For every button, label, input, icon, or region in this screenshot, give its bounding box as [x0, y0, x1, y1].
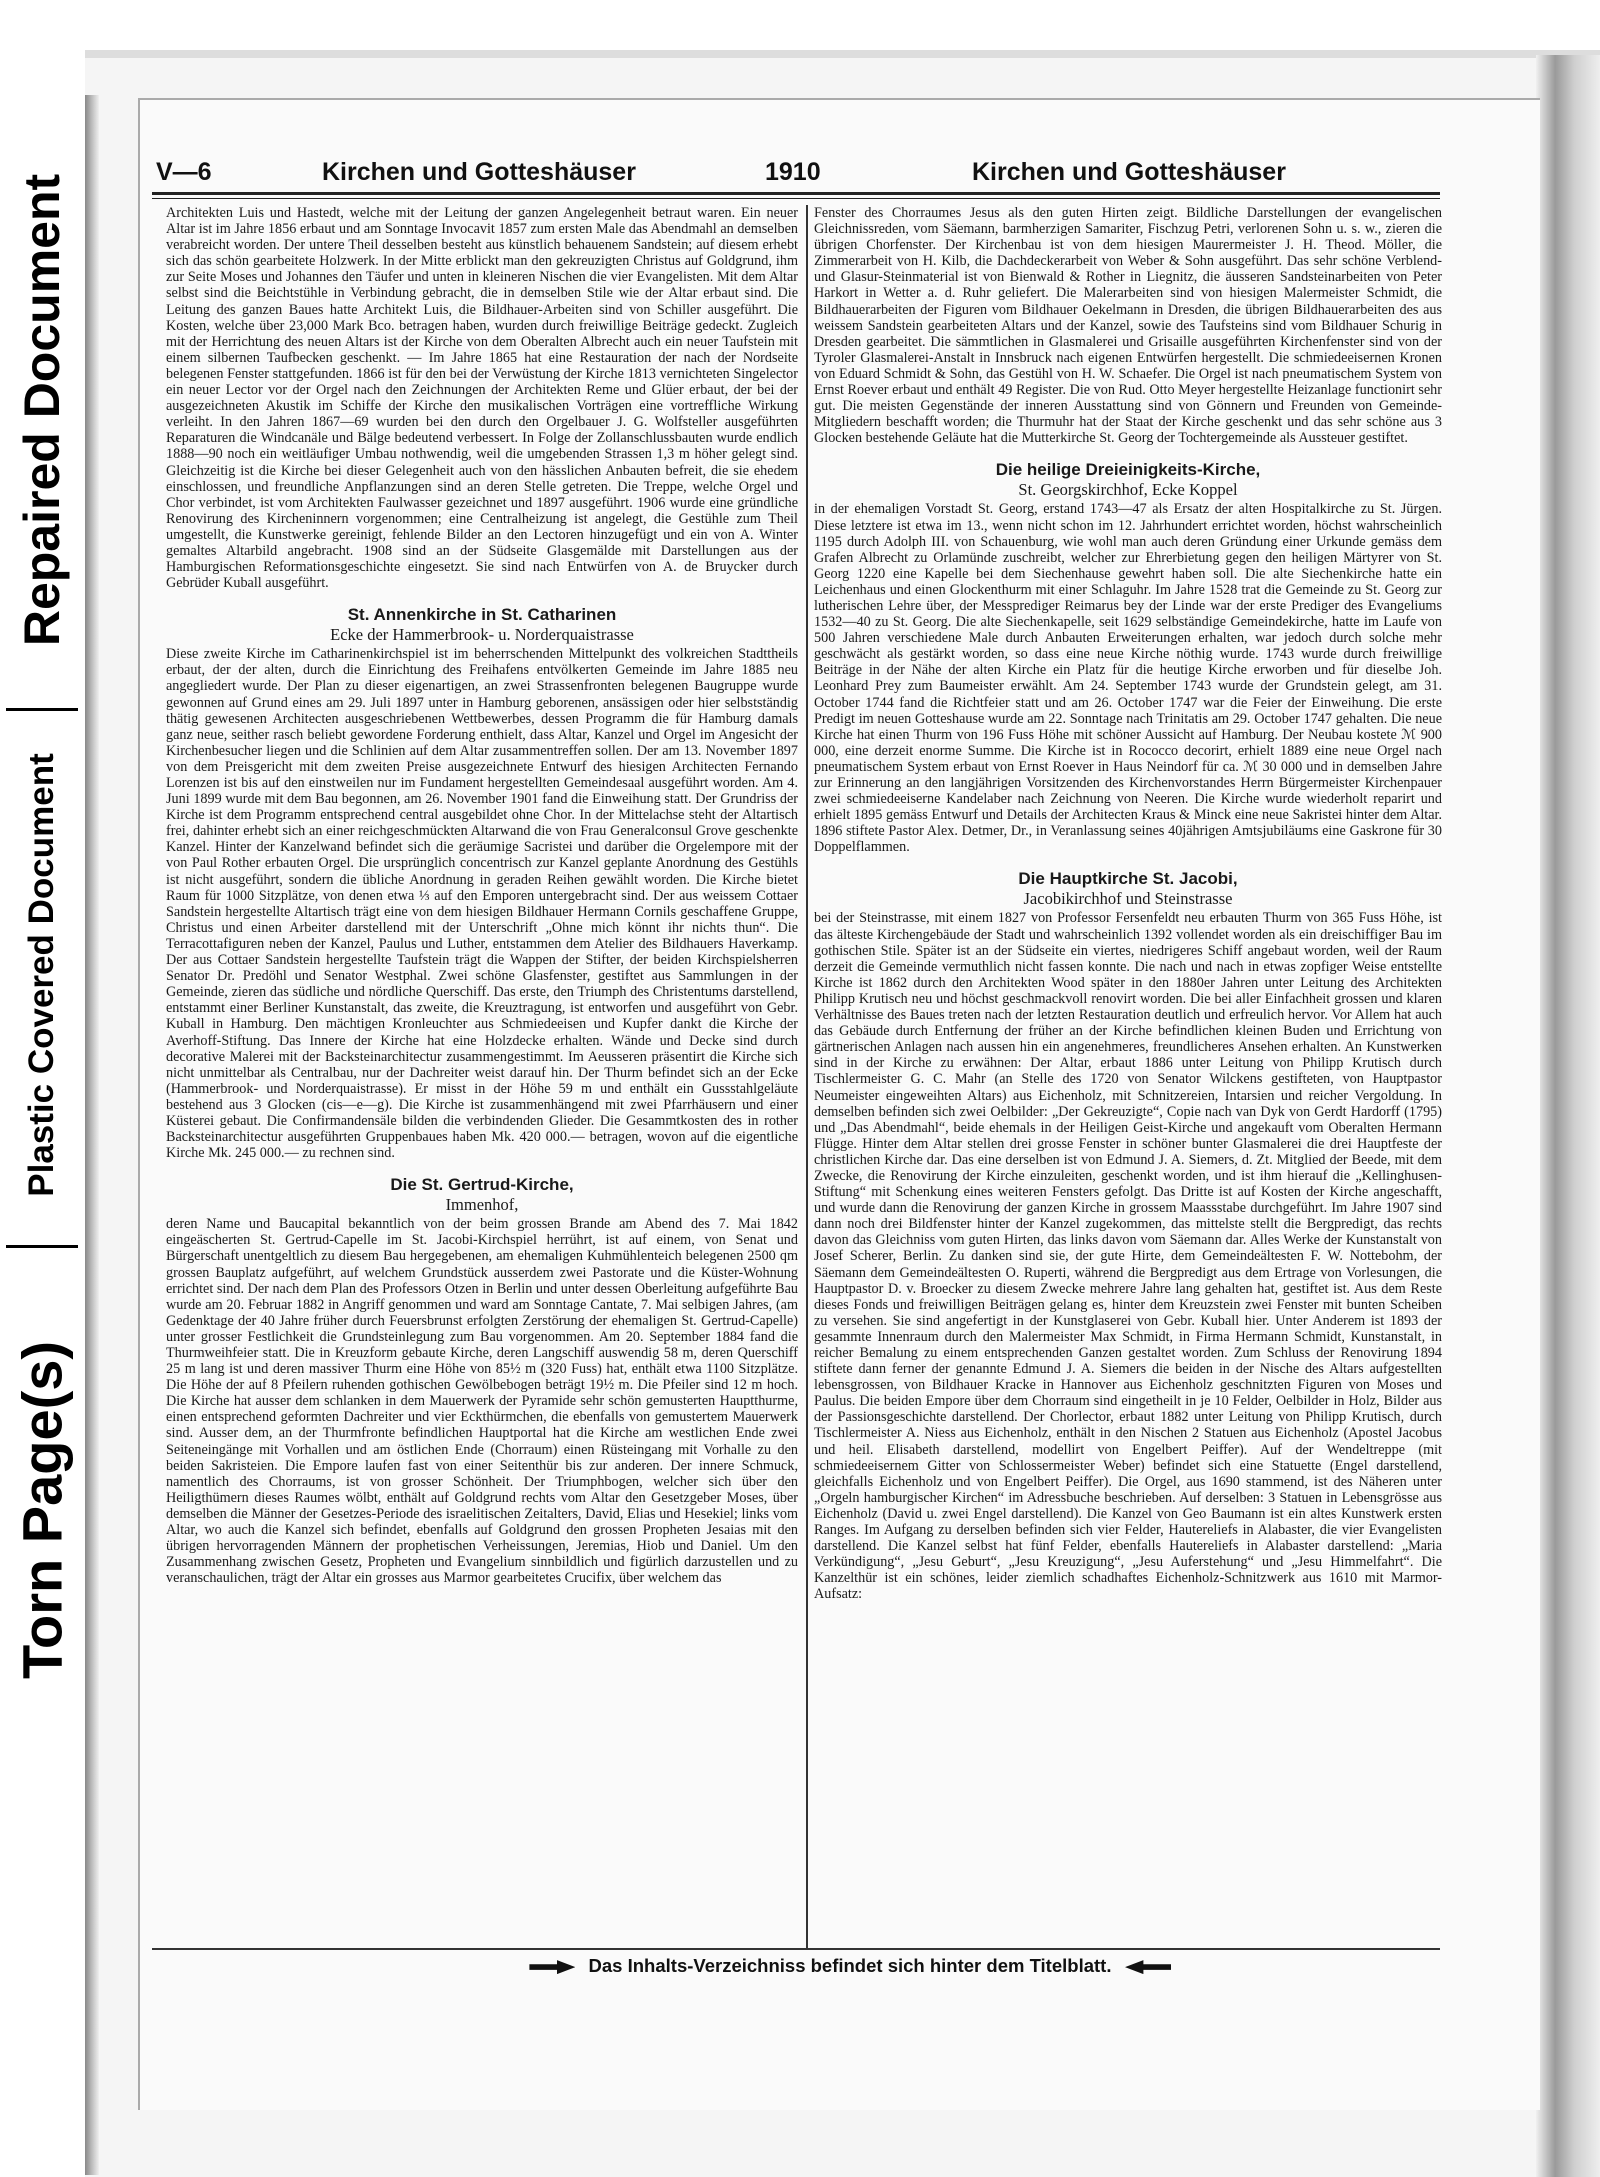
paragraph: Fenster des Chorraumes Jesus als den guten Hirten zeigt. Bildliche Darstellungen der evangelischen Gleichnissreden, vom Säemann, barmherzigen Samariter, Fischzug Petri, verlorenen Sohn u. s. w., zieren die übrigen Chorfenster. Der Kirchenbau ist von dem hiesigen Maurermeister J. H. Theod. Möller, die Zimmerarbeit von H. Kilb, die Dachdeckerarbeit von Weber & Sohn ausgeführt. Das sehr schöne Verblend- und Glasur-Steinmaterial ist von Bienwald & Rother in Liegnitz, die äusseren Sandsteinarbeiten von Peter Harkort in Wetter a. d. Ruhr geliefert. Die Malerarbeiten sind von hiesigen Malermeister Schmidt, die Bildhauerarbeiten der Figuren vom Bildhauer Oekelmann in Dresden, die übrigen Bildhauerarbeiten des aus weissem Sandstein gearbeiteten Altars und der Kanzel, sowie des Taufsteins sind vom Bildhauer Schurig in Dresden gearbeitet. Die sämmtlichen in Glasmalerei und Grisaille ausgeführten Kirchenfenster sind von der Tyroler Glasmalerei-Anstalt in Innsbruck nach eigenen Entwürfen hergestellt. Die schmiedeeisernen Kronen von Eduard Schmidt & Sohn, das Gestühl von H. W. Schaefer. Die Orgel ist nach pneumatischem System von Ernst Roever erbaut und enthält 49 Register. Die von Rud. Otto Meyer hergestellte Heizanlage functionirt sehr gut. Die meisten Gegenstände der inneren Ausstattung sind von Gönnern und Freunden von Gemeinde-Mitgliedern beschafft worden; die Thurmuhr hat der Staat der Kirche geschenkt und das sehr schöne aus 3 Glocken bestehende Geläute hat die Mutterkirche St. Georg der Tochtergemeinde als Aussteuer gestiftet. [814, 205, 1442, 447]
section-address: Jacobikirchhof und Steinstrasse [1023, 889, 1233, 909]
scan-top-strip [85, 50, 1600, 58]
header-rule-thin [152, 198, 1440, 199]
section-title: St. Annenkirche in St. Catharinen [347, 605, 617, 625]
pointing-hand-icon [1125, 1960, 1171, 1974]
document-condition-sidebar [0, 0, 85, 2177]
page-left-edge [85, 95, 99, 2175]
sidebar-divider [6, 1245, 78, 1248]
section-heading [166, 1175, 798, 1214]
section-address: Ecke der Hammerbrook- u. Norderquaistrasse [330, 625, 634, 645]
torn-pages-label: Torn Page(s) [10, 1340, 74, 1680]
paragraph: deren Name und Baucapital bekanntlich von der beim grossen Brande am Abend des 7. Mai 1842 eingeäscherten St. Gertrud-Capelle im St. Jacobi-Kirchspiel herrührt, ist auf einem, von Senat und Bürgerschaft unentgeltlich zu diesem Bau hergegebenen, am ehemaligen Kuhmühlenteich belegenen 2500 qm grossen Bauplatz aufgeführt, auf welchem Grundstück ausserdem zwei Pastorate und die Küster-Wohnung errichtet sind. Der nach dem Plan des Professors Otzen in Berlin und unter dessen Oberleitung aufgeführte Bau wurde am 20. Februar 1882 in Angriff genommen und ward am Sonntage Cantate, 7. Mai selbigen Jahres, (am Gedenktage der 40 Jahre früher durch Feuersbrunst erfolgten Zerstörung der ehemaligen St. Gertrud-Capelle) unter grosser Festlichkeit die Grundsteinlegung zum Bau vorgenommen. Am 20. September 1884 fand die Thurmweihfeier statt. Die in Kreuzform gebaute Kirche, deren Langschiff auswendig 58 m, deren Querschiff 25 m lang ist und deren massiver Thurm eine Höhe von 85½ m (320 Fuss) hat, enthält etwa 1100 Sitzplätze. Die Höhe der auf 8 Pfeilern ruhenden gothischen Gewölbebogen beträgt 19½ m. Die Pfeiler sind 12 m hoch. Die Kirche hat ausser dem schlanken in dem Mauerwerk der Pyramide sehr schön gemusterten Hauptthurme, einen entsprechend geformten Dachreiter und vier Eckthürmchen, die ebenfalls von gemustertem Mauerwerk sind. Ausser dem, an der Thurmfronte befindlichen Hauptportal hat die Kirche am westlichen Ende zwei Seiteneingänge mit Vorhallen und am östlichen Ende (Chorraum) einen Rüsteingang mit Vorhalle zu den beiden Sakristeien. Die Empore laufen fast von einer Seitenthür bis zur anderen. Der innere Schmuck, namentlich des Chorraums, ist von grosser Schönheit. Der Triumphbogen, welcher sich über den Heiligthümern dieses Raumes wölbt, enthält auf Goldgrund rechts vom Altar den Gesetzgeber Moses, über demselben die Männer der Gesetzes-Periode des israelitischen Zeitalters, David, Elias und Hesekiel; links vom Altar, wo auch die Kanzel sich befindet, ebenfalls auf Goldgrund den grossen Propheten Jesaias mit den übrigen hervorragenden Männern der prophetischen Verheissungen, Jeremias, Hiob und Daniel. Um den Zusammenhang zwischen Gesetz, Propheten und Evangelium sinnbildlich und figürlich darzustellen und zu veranschaulichen, trägt der Altar ein grosses aus Marmor gearbeitetes Crucifix, über welchem das [166, 1216, 798, 1587]
footer-rule [152, 1948, 1440, 1950]
header-year: 1910 [765, 158, 821, 186]
section-heading [814, 869, 1442, 908]
page-right-edge [1536, 55, 1600, 2177]
section-address: St. Georgskirchhof, Ecke Koppel [1018, 480, 1238, 500]
footer-note [400, 1955, 1300, 1977]
page-number: V—6 [156, 158, 212, 186]
sidebar-divider [6, 708, 78, 711]
plastic-covered-label: Plastic Covered Document [22, 753, 61, 1197]
header-right-title: Kirchen und Gotteshäuser [972, 158, 1286, 186]
running-header [152, 158, 1432, 194]
paragraph: in der ehemaligen Vorstadt St. Georg, erstand 1743—47 als Ersatz der alten Hospitalkirche zu St. Jürgen. Diese letztere ist etwa im 13., wenn nicht schon im 12. Jahrhundert errichtet worden, höchst wahrscheinlich 1195 durch Adolph III. von Schauenburg, wie wohl man auch deren Gründung einer Urkunde gemäss dem Grafen Albrecht zu Orlamünde zuschreibt, welcher zur Ehrerbietung gegen den heiligen Märtyrer von St. Georg 1220 eine Kapelle bei dem Siechenhause gewehrt haben soll. Die alte Siechenkirche hatte ein Leichenhaus und einen Glockenthurm mit einer Schlaguhr. Im Jahre 1528 trat die Gemeinde zu St. Georg zur lutherischen Lehre über, der Messprediger Reimarus bey der Linde war der erste Prediger des Evangeliums 1532—40 zu St. Georg. Die alte Siechenkapelle, seit 1629 selbständige Gemeindekirche, hatte im Laufe von 500 Jahren verschiedene Male durch Anbauten Erweiterungen erhalten, war jedoch durch solche mehr geschwächt als gestärkt worden, so dass eine neue Kirche nöthig wurde. 1743 wurde durch freiwillige Beiträge in der Nähe der alten Kirche ein Platz für die heutige Kirche erworben und für dieselbe Joh. Leonhard Prey zum Baumeister erwählt. Am 24. September 1743 wurde der Grundstein gelegt, am 31. October 1744 fand die Richtfeier statt und am 26. October 1747 war die Feier der Einweihung. Die erste Predigt im neuen Gotteshause wurde am 22. Sonntage nach Trinitatis am 29. October 1747 gehalten. Die neue Kirche hat einen Thurm von 196 Fuss Höhe mit schöner Aussicht auf Hamburg. Der Neubau kostete ℳ 900 000, eine derzeit enorme Summe. Die Kirche ist in Rococco decorirt, erhielt 1889 eine neue Orgel nach pneumatischem System erbaut von Ernst Roever in Haus Neindorf für ca. ℳ 30 000 und in demselben Jahre zur Erinnerung an den langjährigen Vorsitzenden des Kirchenvorstandes Herrn Bürgermeister Kirchenpauer zwei schmiedeeiserne Kandelaber nach Zeichnung von Neeren. Die Kirche wurde wiederholt reparirt und erhielt 1895 gemäss Entwurf und Details der Architecten Kraus & Minck eine neue Sakristei hinter dem Altar. 1896 stiftete Pastor Alex. Detmer, Dr., in Veranlassung seines 40jährigen Amtsjubiläums eine Gaskrone für 30 Doppelflammen. [814, 501, 1442, 856]
section-heading [166, 605, 798, 644]
column-divider [806, 205, 808, 1950]
repaired-document-label: Repaired Document [14, 173, 70, 647]
paragraph: Architekten Luis und Hastedt, welche mit der Leitung der ganzen Angelegenheit betraut waren. Ein neuer Altar ist im Jahre 1856 erbaut und am Sonntage Invocavit 1857 zum ersten Male das Abendmahl an demselben verabreicht worden. Der untere Theil desselben besteht aus künstlich behauenem Sandstein; auf diesem erhebt sich das schön gearbeitete Holzwerk. In der Mitte erblickt man den gekreuzigten Christus auf Goldgrund, ihm zur Seite Moses und Johannes den Täufer und unten in kleineren Nischen die vier Evangelisten. Mit dem Altar selbst sind die Beichtstühle in Verbindung gebracht, die in demselben Stile wie der Altar erbaut sind. Die Leitung des ganzen Baues hatte Architekt Luis, die Bildhauer-Arbeiten sind von Schiller ausgeführt. Die Kosten, welche über 23,000 Mark Bco. betragen haben, wurden durch freiwillige Beiträge gedeckt. Zugleich mit der Herrichtung des neuen Altars ist der Kirche von dem Oberalten Albrecht auch ein neuer Taufstein mit einem silbernen Taufbecken geschenkt. — Im Jahre 1865 hat eine Restauration der nach der Nordseite belegenen Fenster stattgefunden. 1866 ist für den bei der Verwüstung der Kirche 1813 vernichteten Singelector ein neuer Lector vor der Orgel nach den Zeichnungen der Architekten Reme und Glüer erbaut, der bei der ausgezeichneten Akustik im Schiffe der Kirche den musikalischen Vorträgen eine vortreffliche Wirkung verleiht. In den Jahren 1867—69 wurden bei den durch den Orgelbauer J. G. Wolfsteller ausgeführten Reparaturen die Windcanäle und Bälge bedeutend verbessert. In Folge der Zollanschlussbauten wurde endlich 1888—90 noch ein weitläufiger Umbau nothwendig, weil die umgebenden Strassen 1,3 m höher gelegt sind. Gleichzeitig ist die Kirche bei dieser Gelegenheit auch von den hässlichen Anbauten befreit, die sie ehedem einschlossen, und freundliche Anpflanzungen sind an deren Stelle getreten. Die Treppe, welche Orgel und Chor verbindet, ist vom Architekten Faulwasser gezeichnet und 1897 ausgeführt. 1906 wurde eine gründliche Renovirung des Kircheninnern vorgenommen; eine Centralheizung ist angelegt, die Gestühle zum Theil umgestellt, die Kunstwerke gereinigt, fehlende Bilder an den Lectoren hinzugefügt und ein von A. Winter gemaltes Altarbild angebracht. 1908 sind an der Südseite Glasgemälde mit Darstellungen aus der Hamburgischen Reformationsgeschichte eingesetzt. Sie sind nach Entwürfen von A. de Bruycker durch Gebrüder Kuball ausgeführt. [166, 205, 798, 592]
pointing-hand-icon [529, 1960, 575, 1974]
paragraph: bei der Steinstrasse, mit einem 1827 von Professor Fersenfeldt neu erbauten Thurm von 365 Fuss Höhe, ist das älteste Kirchengebäude der Stadt und wahrscheinlich 1392 vollendet worden als ein dreischiffiger Bau im gothischen Stile. Später ist an der Südseite ein viertes, niedrigeres Schiff angebaut worden, weil der Raum derzeit die Gemeinde vermuthlich nicht fassen konnte. Die nach und nach in etwas zopfiger Weise entstellte Kirche ist 1862 durch den Architekten Wood später in den 1880er Jahren unter Leitung des Architekten Philipp Krutisch neu und höchst geschmackvoll renovirt worden. Die bei aller Einfachheit grossen und klaren Verhältnisse des Baues treten nach der letzten Restauration deutlich und erfreulich hervor. Vor Allem hat auch das Gebäude durch Entfernung der früher an der Kirche befindlichen kleinen Buden und Errichtung von gärtnerischen Anlagen nach aussen hin ein angenehmeres, freundlicheres Ansehen erhalten. An Kunstwerken sind in der Kirche zu erwähnen: Der Altar, erbaut 1886 unter Leitung von Philipp Krutisch durch Tischlermeister G. C. Mahr (an Stelle des 1720 von Senator Wilckens gestifteten, von Hauptpastor Neumeister eingeweihten Altars) aus Eichenholz, mit Schnitzereien, Intarsien und reicher Vergoldung. In demselben befinden sich zwei Oelbilder: „Der Gekreuzigte“, Copie nach van Dyk von Gerdt Hardorff (1795) und „Das Abendmahl“, beide ehemals in der Heiligen Geist-Kirche und angekauft vom Oberalten Hermann Flügge. Hinter dem Altar stellen drei grosse Fenster in schöner bunter Glasmalerei die drei Hauptfeste der christlichen Kirche dar. Das eine derselben ist von Edmund J. A. Siemers, d. Zt. Mitglied der Beede, mit dem Zwecke, die Renovirung der Kirche einzuleiten, geschenkt worden, und ist ihm hierauf die „Kellinghusen-Stiftung“ mit Schenkung eines weiteren Fensters gefolgt. Das Dritte ist auf Kosten der Kirche angeschafft, und wurde dann die Renovirung der ganzen Kirche in grossem Maassstabe durchgeführt. Im Jahre 1907 sind dann noch drei Bildfenster hinter der Kanzel zugekommen, das mittelste stellt die Bergpredigt, das rechts davon das Gleichniss vom guten Hirten, das links davon vom Säemann dar. Alles Werke der Kunstanstalt von Josef Scherer, Berlin. Zu danken sind sie, der gute Hirte, dem Gemeindeältesten F. W. Nottebohm, der Säemann dem Gemeindeältesten O. Ruperti, während die Bergpredigt aus dem Ertrage von Vorlesungen, die Hauptpastor D. v. Broecker zu diesem Zwecke mehrere Jahre lang gehalten hat, gestiftet ist. Aus dem Reste dieses Fonds und freiwilligen Beiträgen gelang es, hinter dem Kreuzstein zwei Fenster mit bunten Scheiben zu versehen. Sie sind angefertigt in der Kunstglaserei von Gebr. Kuball hier. Unter Anderem ist 1893 der gesammte Innenraum durch den Malermeister Max Schmidt, in Firma Hermann Schmidt, Kunstanstalt, in reicher Bemalung zu einem entsprechenden Ganzen gestaltet worden. Zum Schluss der Renovirung 1894 stiftete dann ferner der genannte Edmund J. A. Siemers die beiden in der Nische des Altars aufgestellten lebensgrossen, von Bildhauer Kracke in Hannover aus Eichenholz geschnitzten Figuren von Moses und Paulus. Die beiden Empore über dem Chorraum sind eingetheilt in je 10 Felder, Oelbilder in Holz, Bilder aus der Passionsgeschichte darstellend. Der Chorlector, erbaut 1882 unter Leitung von Philipp Krutisch, durch Tischlermeister A. Niess aus Eichenholz, enthält in den Nischen 2 Statuen aus Eichenholz (Apostel Jacobus und heil. Elisabeth darstellend, modellirt von Engelbert Peiffer). Auf der Wendeltreppe (mit schmiedeeisernem Gitter von Schlossermeister Weber) befindet sich eine Statuette (Engel darstellend, gleichfalls Eichenholz und von Engelbert Peiffer). Die Orgel, aus 1690 stammend, ist des Näheren unter „Orgeln hamburgischer Kirchen“ im Adressbuche beschrieben. Auf derselben: 3 Statuen in Lebensgrösse aus Eichenholz (David u. zwei Engel darstellend). Die Kanzel von Geo Baumann ist ein altes Kunstwerk ersten Ranges. Im Aufgang zu derselben befinden sich vier Felder, Hautereliefs in Alabaster, die vier Evangelisten darstellend. Die Kanzel selbst hat fünf Felder, ebenfalls Hautereliefs in Alabaster darstellend: „Maria Verkündigung“, „Jesu Geburt“, „Jesu Kreuzigung“, „Jesu Auferstehung“ und „Jesu Himmelfahrt“. Die Kanzelthür ist ein schönes, leider ziemlich schadhaftes Eichenholz-Schnitzwerk aus 1610 mit Marmor-Aufsatz: [814, 910, 1442, 1603]
left-column [166, 205, 798, 1586]
section-title: Die St. Gertrud-Kirche, [390, 1175, 574, 1195]
header-left-title: Kirchen und Gotteshäuser [322, 158, 636, 186]
right-column [814, 205, 1442, 1603]
section-address: Immenhof, [445, 1195, 519, 1215]
paragraph: Diese zweite Kirche im Catharinenkirchspiel ist im beherrschenden Mittelpunkt des volkreichen Stadttheils erbaut, der der alten, durch die Einrichtung des Freihafens entvölkerten Gemeinde im Jahre 1885 neu angegliedert wurde. Der Plan zu dieser eigenartigen, an zwei Strassenfronten belegenen Baugruppe wurde gewonnen auf Grund eines am 29. Juli 1897 unter in Hamburg geborenen, ansässigen oder hier selbstständig thätig gewesenen Architecten ausgeschriebenen Wettbewerbes, dessen Programm die für Hamburg damals ganz neue, seither rasch beliebt gewordene Forderung enthielt, dass Altar, Kanzel und Orgel im Angesicht der Kirchenbesucher liegen und die Schlinien auf dem Altar zusammentreffen sollen. Der am 13. November 1897 von dem Preisgericht mit dem zweiten Preise ausgezeichnete Entwurf des hiesigen Architecten Fernando Lorenzen ist bis auf den einstweilen nur im Fundament hergestellten Gemeindesaal ausgeführt worden. Am 4. Juni 1899 wurde mit dem Bau begonnen, am 26. November 1901 fand die Einweihung statt. Der Grundriss der Kirche ist dem Programm entsprechend central ausgebildet ohne Chor. In der Mittelachse steht der Altartisch frei, dahinter erhebt sich an einer reichgeschmückten Altarwand die von Frau Generalconsul Grove geschenkte Kanzel. Hinter der Kanzelwand befindet sich die geräumige Sacristei und darüber die Orgelempore mit der von Paul Rother erbauten Orgel. Die ursprünglich concentrisch zur Kanzel geplante Anordnung des Gestühls ist nicht ausgeführt, sondern die übliche Anordnung in geraden Reihen gewählt worden. Die Kirche bietet Raum für 1000 Sitzplätze, von denen etwa ⅓ auf den Emporen untergebracht sind. Der aus weissem Cottaer Sandstein hergestellte Altartisch trägt eine von dem hiesigen Bildhauer Hermann Cornils geschaffene Gruppe, Christus und einen Arbeiter darstellend mit der Unterschrift „Ohne mich könnt ihr nichts thun“. Die Terracottafiguren neben der Kanzel, Paulus und Luther, entstammen dem Atelier des Bildhauers Haverkamp. Der aus Cottaer Sandstein hergestellte Taufstein trägt die Wappen der Stifter, der beiden Kirchspielsherren Senator Dr. Predöhl und Senator Westphal. Zwei schöne Glasfenster, gestiftet aus Sammlungen in der Gemeinde, zieren das südliche und nördliche Querschiff. Das erste, den Triumph des Christentums darstellend, entstammt einer Berliner Kunstanstalt, das zweite, die Kreuztragung, ist entworfen und ausgeführt von Gebr. Kuball in Hamburg. Den mächtigen Kronleuchter aus Schmiedeeisen und Kupfer dankt die Kirche der Averhoff-Stiftung. Das Innere der Kirche hat eine Holzdecke erhalten. Wände und Decke sind durch decorative Malerei mit der Backsteinarchitectur zusammengestimmt. Im Aeusseren präsentirt die Kirche sich nicht unmittelbar als Centralbau, nur der Dachreiter weist darauf hin. Der Thurm befindet sich an der Ecke (Hammerbrook- und Norderquaistrasse). Er misst in der Höhe 59 m und enthält ein Gussstahlgeläute bestehend aus 3 Glocken (cis—e—g). Die Kirche ist zusammenhängend mit zwei Pfarrhäusern und einer Küsterei gebaut. Die Confirmandensäle bilden die verbindenden Glieder. Die Gesammtkosten des in rother Backsteinarchitectur ausgeführten Gruppenbaues haben Mk. 420 000.— betragen, wovon auf die eigentliche Kirche Mk. 245 000.— zu rechnen sind. [166, 646, 798, 1162]
footer-text: Das Inhalts-Verzeichniss befindet sich hinter dem Titelblatt. [588, 1955, 1112, 1976]
header-rule [152, 192, 1440, 195]
section-title: Die heilige Dreieinigkeits-Kirche, [995, 460, 1261, 480]
section-heading [814, 460, 1442, 499]
section-title: Die Hauptkirche St. Jacobi, [1018, 869, 1238, 889]
